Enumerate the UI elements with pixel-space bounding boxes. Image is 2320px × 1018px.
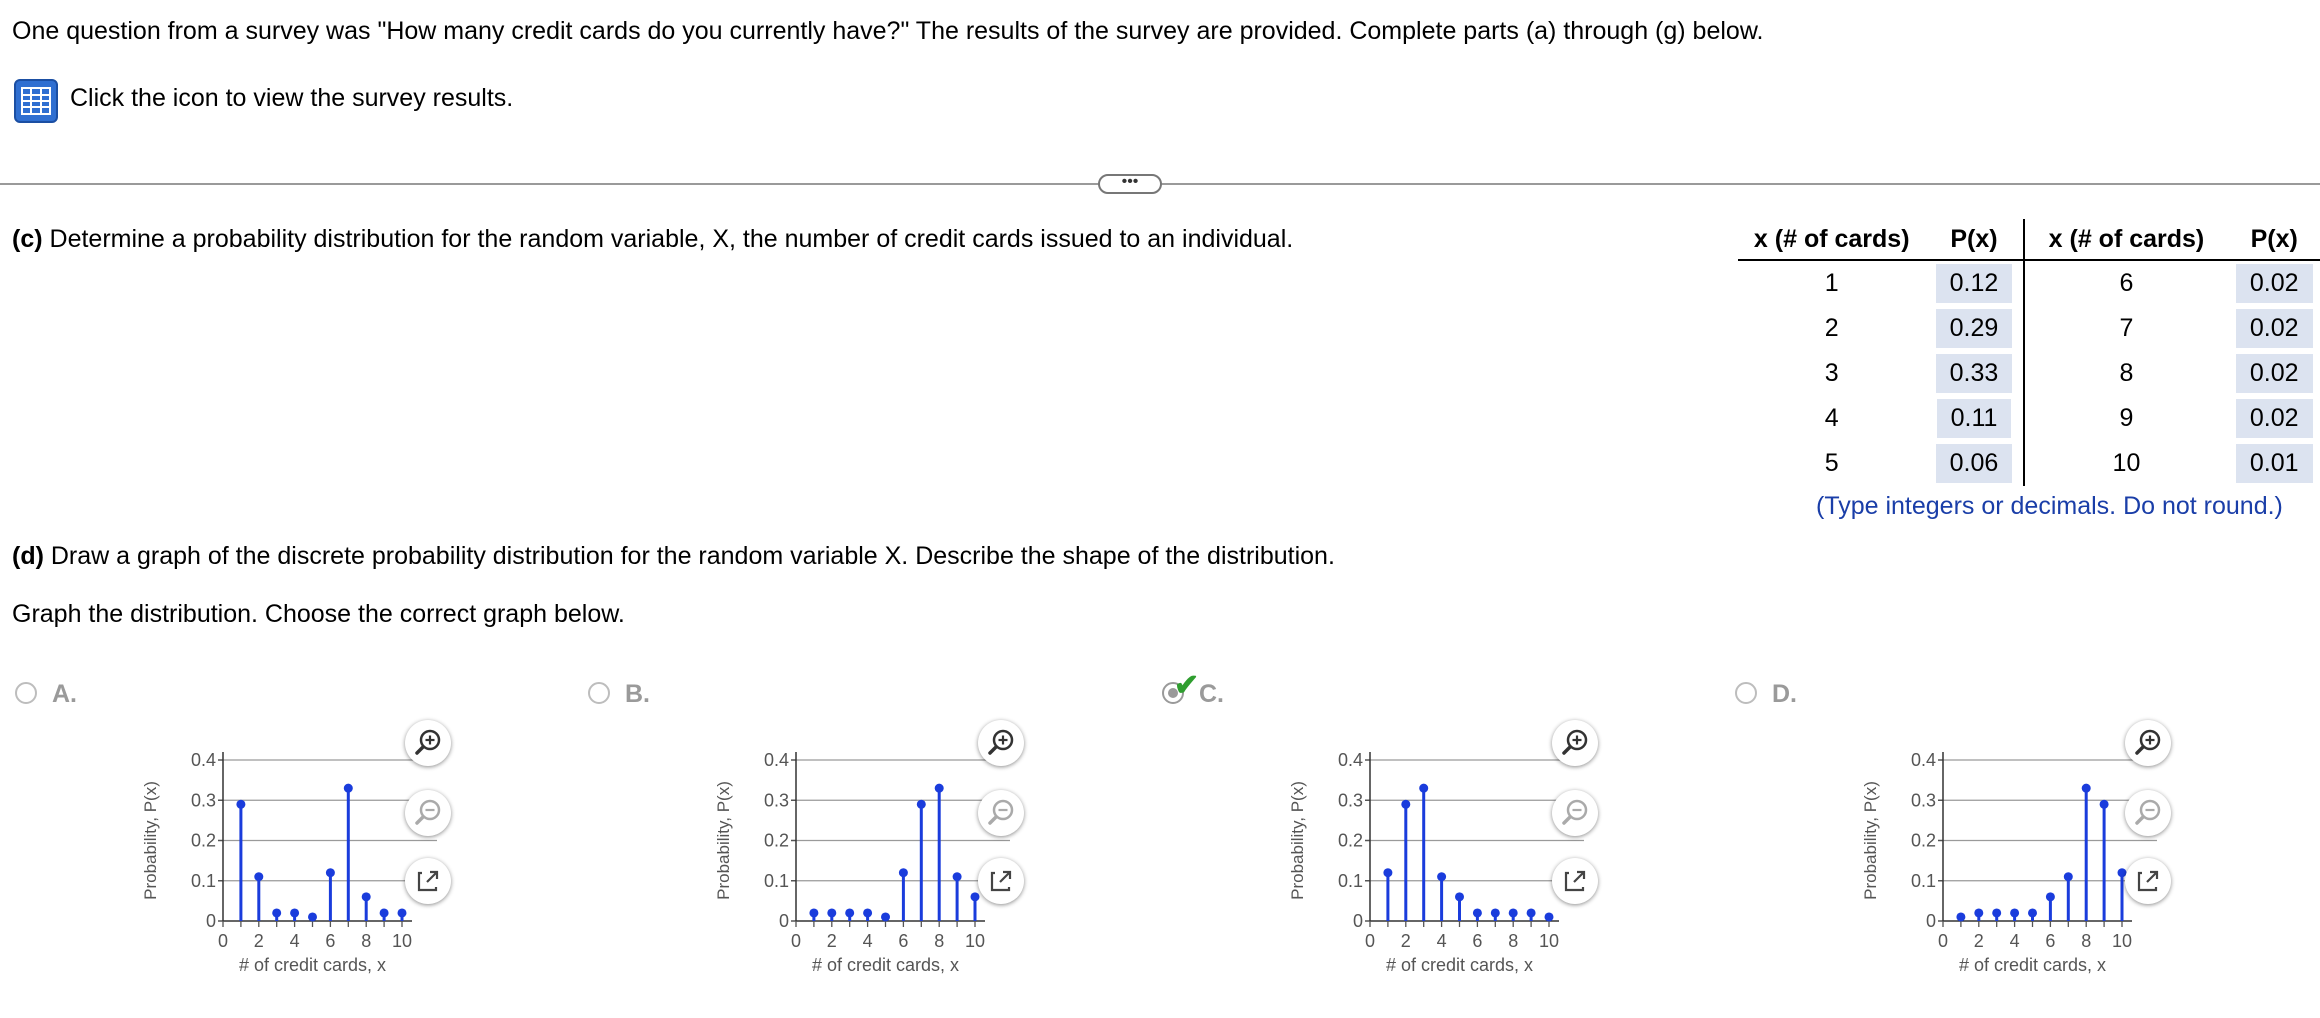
y-tick-label: 0.4 [1337, 750, 1363, 770]
x-tick-label: 6 [898, 931, 909, 951]
x-value: 4 [1824, 404, 1839, 432]
x-tick-label: 0 [1937, 931, 1949, 951]
option-b-zoom-in-button[interactable] [978, 720, 1024, 766]
p-value: 0.02 [2236, 309, 2313, 348]
x-tick-label: 2 [1400, 931, 1411, 951]
zoom-in-icon [1552, 720, 1598, 766]
data-point [1509, 908, 1518, 917]
data-point [917, 800, 926, 809]
x-tick-label: 0 [1364, 931, 1376, 951]
option-b-radio[interactable] [588, 682, 610, 704]
data-point [290, 908, 299, 917]
data-point [953, 872, 962, 881]
part-c-prompt [12, 225, 1293, 254]
x-axis-label: # of credit cards, x [238, 955, 387, 975]
option-d-chart [1845, 740, 2165, 980]
data-point [2064, 872, 2073, 881]
option-d-letter: D. [1772, 680, 1797, 708]
x-tick-label: 8 [2081, 931, 2092, 951]
y-tick-label: 0.1 [190, 870, 216, 891]
option-b-zoom-out-button[interactable] [978, 790, 1024, 836]
data-point [2046, 892, 2055, 901]
data-point [881, 912, 890, 921]
graph-instruction: Graph the distribution. Choose the correct graph below. [12, 600, 625, 628]
p-value-cell[interactable] [2228, 441, 2320, 486]
table-grid-icon [16, 81, 56, 121]
y-axis-label: Probability, P(x) [714, 781, 733, 900]
data-point [899, 868, 908, 877]
option-c-letter: C. [1199, 680, 1224, 708]
external-link-icon [405, 858, 451, 904]
p-value-cell[interactable] [2228, 351, 2320, 396]
data-point [863, 908, 872, 917]
y-tick-label: 0.2 [1337, 830, 1363, 851]
y-tick-label: 0.3 [763, 790, 789, 811]
data-point [398, 908, 407, 917]
data-point [1473, 908, 1482, 917]
data-point [1437, 872, 1446, 881]
x-tick-label: 0 [790, 931, 802, 951]
y-tick-label: 0 [1925, 911, 1936, 931]
data-point [1383, 868, 1392, 877]
part-c-label: (c) [12, 225, 43, 253]
option-d-zoom-out-button[interactable] [2125, 790, 2171, 836]
x-tick-label: 4 [2009, 931, 2020, 951]
zoom-in-icon [405, 720, 451, 766]
data-point [827, 908, 836, 917]
zoom-out-icon [978, 790, 1024, 836]
y-tick-label: 0.4 [763, 750, 789, 770]
y-tick-label: 0.4 [190, 750, 216, 770]
option-c-pop-out-button[interactable] [1552, 858, 1598, 904]
x-tick-label: 8 [1508, 931, 1519, 951]
table-row [1738, 351, 2320, 396]
y-tick-label: 0 [205, 911, 216, 931]
expand-more-button[interactable]: ••• [1098, 174, 1162, 194]
y-tick-label: 0.2 [1910, 830, 1936, 851]
p-value-cell[interactable] [1925, 260, 2023, 306]
header-x-2: x (# of cards) [2024, 219, 2229, 260]
p-value-cell[interactable] [2228, 306, 2320, 351]
p-value: 0.12 [1936, 264, 2013, 303]
x-value: 9 [2024, 396, 2229, 441]
data-point [2010, 908, 2019, 917]
option-a-pop-out-button[interactable] [405, 858, 451, 904]
p-value-cell[interactable] [1925, 396, 2023, 441]
x-tick-label: 4 [862, 931, 873, 951]
x-tick-label: 6 [325, 931, 336, 951]
y-tick-label: 0.3 [1337, 790, 1363, 811]
x-value: 10 [2024, 441, 2229, 486]
x-tick-label: 10 [1538, 931, 1560, 951]
x-value: 6 [2024, 260, 2229, 306]
data-point [809, 908, 818, 917]
zoom-out-icon [405, 790, 451, 836]
option-c-zoom-in-button[interactable] [1552, 720, 1598, 766]
p-value: 0.02 [2236, 399, 2313, 438]
x-value: 3 [1824, 359, 1839, 387]
y-tick-label: 0 [778, 911, 789, 931]
part-d-prompt [12, 542, 1335, 571]
zoom-out-icon [2125, 790, 2171, 836]
x-tick-label: 4 [1436, 931, 1447, 951]
p-value: 0.11 [1937, 399, 2012, 438]
p-value: 0.01 [2236, 444, 2313, 483]
y-tick-label: 0.1 [1910, 870, 1936, 891]
data-point [2028, 908, 2037, 917]
x-tick-label: 10 [2111, 931, 2133, 951]
option-a-radio[interactable] [15, 682, 37, 704]
p-value-cell[interactable] [1925, 351, 2023, 396]
option-a-zoom-in-button[interactable] [405, 720, 451, 766]
p-value-cell[interactable] [1925, 306, 2023, 351]
data-point [272, 908, 281, 917]
data-point [254, 872, 263, 881]
data-point [2100, 800, 2109, 809]
option-b-chart [698, 740, 1018, 980]
table-header-row [1738, 219, 2320, 260]
x-tick-label: 8 [934, 931, 945, 951]
data-point [1545, 912, 1554, 921]
option-c-chart [1272, 740, 1592, 980]
table-row [1738, 441, 2320, 486]
x-tick-label: 6 [1472, 931, 1483, 951]
x-tick-label: 10 [964, 931, 986, 951]
question-text: One question from a survey was "How many credit cards do you currently have?" The results of the survey are provided. Complete parts (a) through (g) below. [12, 17, 1764, 45]
data-point [236, 800, 245, 809]
y-tick-label: 0.2 [763, 830, 789, 851]
x-tick-label: 8 [361, 931, 372, 951]
option-c-zoom-out-button[interactable] [1552, 790, 1598, 836]
y-tick-label: 0.1 [1337, 870, 1363, 891]
p-value: 0.29 [1936, 309, 2013, 348]
y-axis-label: Probability, P(x) [1861, 781, 1880, 900]
data-point [845, 908, 854, 917]
external-link-icon [1552, 858, 1598, 904]
data-point [2082, 784, 2091, 793]
p-value-cell[interactable] [1925, 441, 2023, 486]
x-axis-label: # of credit cards, x [811, 955, 960, 975]
answer-format-note: (Type integers or decimals. Do not round.) [1816, 492, 2283, 520]
x-value: 5 [1824, 449, 1839, 477]
data-point [935, 784, 944, 793]
x-value: 2 [1824, 314, 1839, 342]
p-value: 0.02 [2236, 264, 2313, 303]
x-axis-label: # of credit cards, x [1385, 955, 1534, 975]
y-axis-label: Probability, P(x) [141, 781, 160, 900]
survey-icon-label: Click the icon to view the survey results. [70, 84, 514, 112]
data-point [1527, 908, 1536, 917]
external-link-icon [978, 858, 1024, 904]
y-tick-label: 0.3 [190, 790, 216, 811]
option-a-zoom-out-button[interactable] [405, 790, 451, 836]
data-point [1956, 912, 1965, 921]
data-point [1455, 892, 1464, 901]
table-row [1738, 306, 2320, 351]
p-value: 0.33 [1936, 354, 2013, 393]
correct-check-icon: ✔ [1174, 669, 1200, 702]
x-tick-label: 10 [391, 931, 413, 951]
option-a-chart [125, 740, 445, 980]
data-point [1974, 908, 1983, 917]
data-point [1491, 908, 1500, 917]
survey-results-icon[interactable] [14, 79, 58, 123]
p-value: 0.06 [1936, 444, 2013, 483]
y-tick-label: 0.4 [1910, 750, 1936, 770]
table-row [1738, 396, 2320, 441]
data-point [380, 908, 389, 917]
p-value-cell[interactable] [2228, 396, 2320, 441]
part-d-text: Draw a graph of the discrete probability distribution for the random variable X. Describe the shape of the distribution. [43, 542, 1335, 570]
option-d-radio[interactable] [1735, 682, 1757, 704]
y-tick-label: 0.1 [763, 870, 789, 891]
x-value: 8 [2024, 351, 2229, 396]
option-a-letter: A. [52, 680, 77, 708]
option-d-pop-out-button[interactable] [2125, 858, 2171, 904]
option-b-letter: B. [625, 680, 650, 708]
header-p-1: P(x) [1925, 219, 2023, 260]
data-point [326, 868, 335, 877]
header-x-1: x (# of cards) [1738, 219, 1925, 260]
data-point [344, 784, 353, 793]
external-link-icon [2125, 858, 2171, 904]
data-point [308, 912, 317, 921]
distribution-table [1738, 219, 2320, 486]
x-value: 1 [1824, 269, 1839, 297]
x-tick-label: 4 [289, 931, 300, 951]
data-point [1419, 784, 1428, 793]
zoom-in-icon [978, 720, 1024, 766]
part-c-text: Determine a probability distribution for the random variable, X, the number of credit cards issued to an individual. [42, 225, 1294, 253]
data-point [1992, 908, 2001, 917]
x-axis-label: # of credit cards, x [1958, 955, 2107, 975]
x-value: 7 [2024, 306, 2229, 351]
option-d-zoom-in-button[interactable] [2125, 720, 2171, 766]
y-tick-label: 0.2 [190, 830, 216, 851]
x-tick-label: 0 [217, 931, 229, 951]
p-value: 0.02 [2236, 354, 2313, 393]
p-value-cell[interactable] [2228, 260, 2320, 306]
y-tick-label: 0 [1352, 911, 1363, 931]
x-tick-label: 2 [253, 931, 264, 951]
x-tick-label: 6 [2045, 931, 2056, 951]
header-p-2: P(x) [2228, 219, 2320, 260]
y-axis-label: Probability, P(x) [1288, 781, 1307, 900]
data-point [1401, 800, 1410, 809]
table-row [1738, 260, 2320, 306]
data-point [362, 892, 371, 901]
zoom-out-icon [1552, 790, 1598, 836]
distribution-table-wrapper [1738, 219, 2320, 521]
y-tick-label: 0.3 [1910, 790, 1936, 811]
zoom-in-icon [2125, 720, 2171, 766]
option-b-pop-out-button[interactable] [978, 858, 1024, 904]
part-d-label: (d) [12, 542, 44, 570]
x-tick-label: 2 [1973, 931, 1984, 951]
x-tick-label: 2 [826, 931, 837, 951]
